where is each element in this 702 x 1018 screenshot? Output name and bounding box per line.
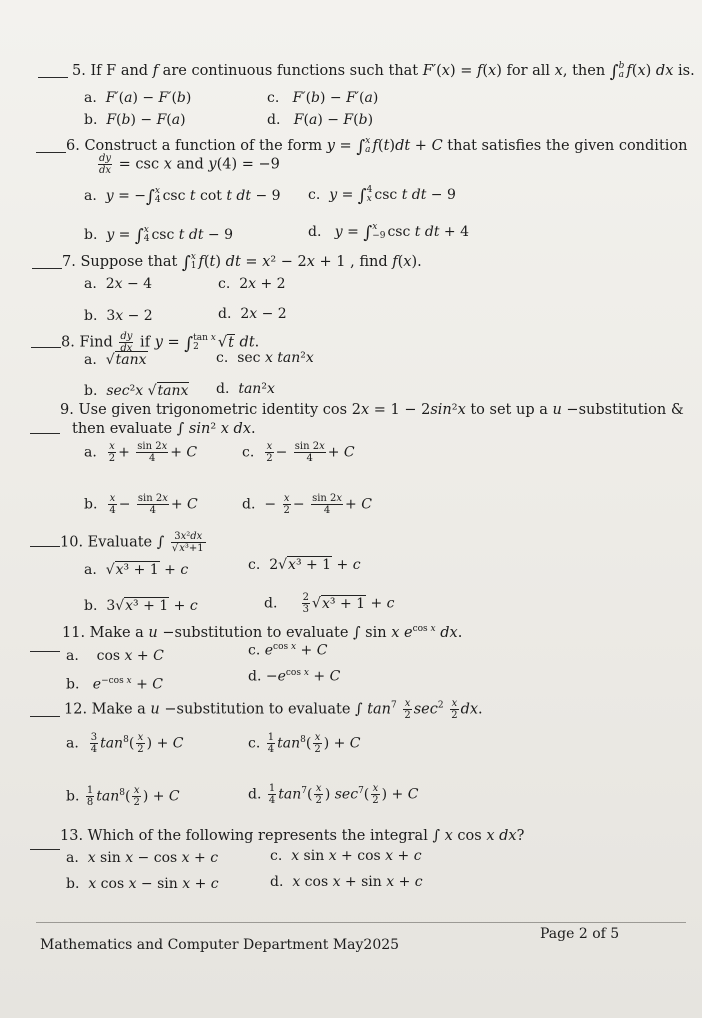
answer-blank-11[interactable]	[30, 651, 60, 652]
option-5c[interactable]: c. F′(b) − F′(a)	[267, 90, 379, 106]
footer-department: Mathematics and Computer Department May2025	[40, 937, 400, 953]
answer-blank-8[interactable]	[31, 347, 61, 348]
option-7d[interactable]: d. 2x − 2	[218, 306, 287, 322]
answer-blank-9[interactable]	[30, 433, 60, 434]
option-6d[interactable]: d. y = ∫ x −9 csc t dt + 4	[308, 222, 470, 243]
answer-blank-12[interactable]	[30, 716, 60, 717]
option-11a[interactable]: a. cos x + C	[66, 648, 164, 664]
option-11c[interactable]: c. $e^{cos x} + C$	[248, 642, 328, 659]
answer-blank-13[interactable]	[30, 849, 60, 850]
option-12d[interactable]: d. $\frac{1}{4}$ $\tan^7$( $\frac{x}{2}$ ) $\sec^7$( $\frac{x}{2}$ ) + C	[248, 783, 419, 806]
option-9c[interactable]: c. $\frac{x}{2}$ − $\frac{\sin 2x}{4}$ + C	[242, 441, 355, 464]
option-9b[interactable]: b. $\frac{x}{4}$ − $\frac{\sin 2x}{4}$ + C	[84, 493, 198, 516]
question-7-number: 7.	[62, 254, 76, 270]
option-13c[interactable]: c. x sin x + cos x + c	[270, 848, 422, 864]
question-9-number: 9.	[60, 402, 74, 418]
option-13a[interactable]: a. x sin x − cos x + c	[66, 850, 219, 866]
question-9-line2: then evaluate ∫ sin² x dx.	[72, 421, 256, 437]
option-9d[interactable]: d. − $\frac{x}{2}$ − $\frac{\sin 2x}{4}$ + C	[242, 493, 372, 516]
option-12a[interactable]: a. $\frac{3}{4}$ $\tan^8$( $\frac{x}{2}$ ) + C	[66, 732, 184, 755]
answer-blank-5[interactable]	[38, 77, 68, 78]
question-11: 11. Make a u −substitution to evaluate ∫ sin x $e^{cos x}$ dx.	[62, 624, 463, 641]
option-8c[interactable]: c. sec x tan²x	[216, 350, 314, 366]
question-11-number: 11.	[62, 624, 86, 641]
option-12c[interactable]: c. $\frac{1}{4}$ $\tan^8$( $\frac{x}{2}$ ) + C	[248, 732, 361, 755]
question-5-number: 5.	[72, 63, 86, 79]
question-5: 5. If F and f are continuous functions such that F′(x) = f(x) for all x, then ∫ b a f(x) dx is.	[72, 61, 695, 82]
question-12: 12. Make a u −substitution to evaluate ∫ $\tan^7$ $\frac{x}{2}$ $\sec^2$ $\frac{x}{2}$ dx.	[64, 698, 483, 721]
question-12-number: 12.	[64, 701, 88, 718]
option-8a[interactable]: a. √tanx	[84, 352, 147, 368]
question-13: 13. Which of the following represents the integral ∫ x cos x dx?	[60, 828, 525, 844]
footer-rule	[36, 922, 686, 923]
option-8b[interactable]: b. sec²x √tanx	[84, 383, 189, 399]
option-5a[interactable]: a. F′(a) − F′(b)	[84, 90, 192, 106]
option-6a[interactable]: a. y = −∫ x 4 csc t cot t dt − 9	[84, 186, 281, 207]
option-10c[interactable]: c. 2√x³ + 1 + c	[248, 557, 361, 573]
option-11b[interactable]: b. $e^{-cos x} + C$	[66, 676, 163, 693]
option-10b[interactable]: b. 3√x³ + 1 + c	[84, 598, 198, 614]
footer-page-number: Page 2 of 5	[540, 926, 620, 942]
option-13b[interactable]: b. x cos x − sin x + c	[66, 876, 219, 892]
answer-blank-10[interactable]	[30, 546, 60, 547]
answer-blank-6[interactable]	[36, 152, 66, 153]
option-5d[interactable]: d. F(a) − F(b)	[267, 112, 374, 128]
option-10d[interactable]: d. $\frac{2}{3}$ √x³ + 1 + c	[264, 592, 395, 615]
question-6-number: 6.	[66, 138, 80, 154]
question-7: 7. Suppose that ∫ x 1 f(t) dt = x² − 2x + 1 , find f(x).	[62, 252, 422, 273]
option-10a[interactable]: a. √x³ + 1 + c	[84, 562, 189, 578]
option-7b[interactable]: b. 3x − 2	[84, 308, 153, 324]
option-11d[interactable]: d. $-e^{cos x} + C$	[248, 668, 341, 685]
option-8d[interactable]: d. tan²x	[216, 381, 275, 397]
option-13d[interactable]: d. x cos x + sin x + c	[270, 874, 423, 890]
question-13-number: 13.	[60, 828, 84, 844]
answer-blank-7[interactable]	[32, 268, 62, 269]
option-7a[interactable]: a. 2x − 4	[84, 276, 153, 292]
option-6b[interactable]: b. y = ∫ x 4 csc t dt − 9	[84, 225, 234, 246]
option-9a[interactable]: a. $\frac{x}{2}$ + $\frac{\sin 2x}{4}$ + C	[84, 441, 198, 464]
question-8: 8. Find $\frac{dy}{dx}$ if y = ∫ tan x 2 √t dt.	[61, 331, 260, 354]
option-6c[interactable]: c. y = ∫ 4 x csc t dt − 9	[308, 185, 456, 206]
question-9: 9. Use given trigonometric identity cos 2x = 1 − 2sin²x to set up a u −substitution &	[60, 402, 684, 418]
question-8-number: 8.	[61, 334, 75, 351]
question-6-condition: $\frac{dy}{dx}$ = csc x and y(4) = −9	[99, 153, 280, 176]
question-6: 6. Construct a function of the form y = ∫ x a f(t)dt + C that satisfies the given condition	[66, 136, 688, 157]
option-7c[interactable]: c. 2x + 2	[218, 276, 286, 292]
question-10-number: 10.	[60, 534, 84, 551]
question-10: 10. Evaluate ∫ $\frac{\text{3x²dx}}{\text{√x³+1}}$	[60, 531, 204, 554]
option-5b[interactable]: b. F(b) − F(a)	[84, 112, 186, 128]
option-12b[interactable]: b. $\frac{1}{8}$ $\tan^8$( $\frac{x}{2}$ ) + C	[66, 785, 180, 808]
